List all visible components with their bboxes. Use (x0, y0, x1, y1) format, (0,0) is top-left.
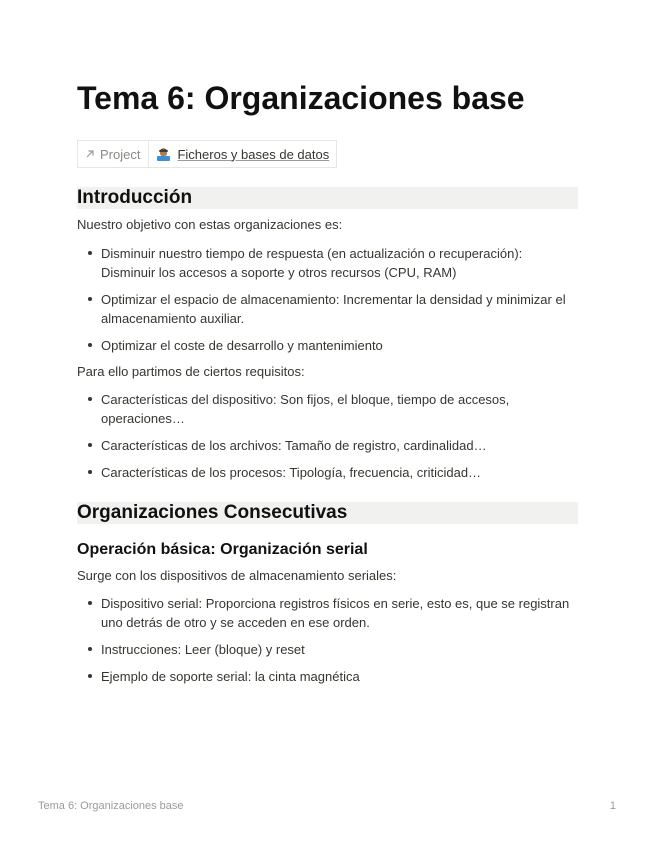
property-key (78, 141, 149, 167)
project-link[interactable]: Ficheros y bases de datos (177, 146, 330, 162)
intro-lead-2: Para ello partimos de ciertos requisitos: (77, 364, 305, 379)
consecutive-lead: Surge con los dispositivos de almacenamiento seriales: (77, 568, 397, 583)
list-item: Optimizar el espacio de almacenamiento: Incrementar la densidad y minimizar el almacenamiento auxiliar. (77, 290, 578, 328)
property-value[interactable] (149, 141, 336, 167)
subheading-serial: Operación básica: Organización serial (77, 541, 368, 558)
list-item: Optimizar el coste de desarrollo y mantenimiento (77, 336, 578, 355)
requirements-list (77, 390, 578, 490)
intro-lead: Nuestro objetivo con estas organizaciones es: (77, 217, 343, 232)
section-heading-intro: Introducción (77, 187, 578, 209)
student-emoji-icon (156, 147, 171, 162)
list-item: Disminuir nuestro tiempo de respuesta (en actualización o recuperación): Disminuir los accesos a soporte y otros recursos (CPU, RAM) (77, 244, 578, 282)
list-item: Características del dispositivo: Son fijos, el bloque, tiempo de accesos, operaciones… (77, 390, 578, 428)
page-number: 1 (609, 800, 616, 812)
serial-list (77, 594, 578, 694)
list-item: Ejemplo de soporte serial: la cinta magnética (77, 667, 578, 686)
property-row (77, 140, 337, 168)
list-item: Características de los procesos: Tipología, frecuencia, criticidad… (77, 463, 578, 482)
list-item: Características de los archivos: Tamaño de registro, cardinalidad… (77, 436, 578, 455)
list-item: Instrucciones: Leer (bloque) y reset (77, 640, 578, 659)
section-heading-consecutive: Organizaciones Consecutivas (77, 502, 578, 524)
list-item: Dispositivo serial: Proporciona registros físicos en serie, esto es, que se registran uno detrás de otro y se acceden en ese orden. (77, 594, 578, 632)
intro-list (77, 244, 578, 363)
property-key-label: Project (100, 146, 141, 162)
page-title: Tema 6: Organizaciones base (77, 80, 525, 116)
footer-title: Tema 6: Organizaciones base (38, 800, 184, 812)
relation-arrow-icon (85, 149, 95, 159)
